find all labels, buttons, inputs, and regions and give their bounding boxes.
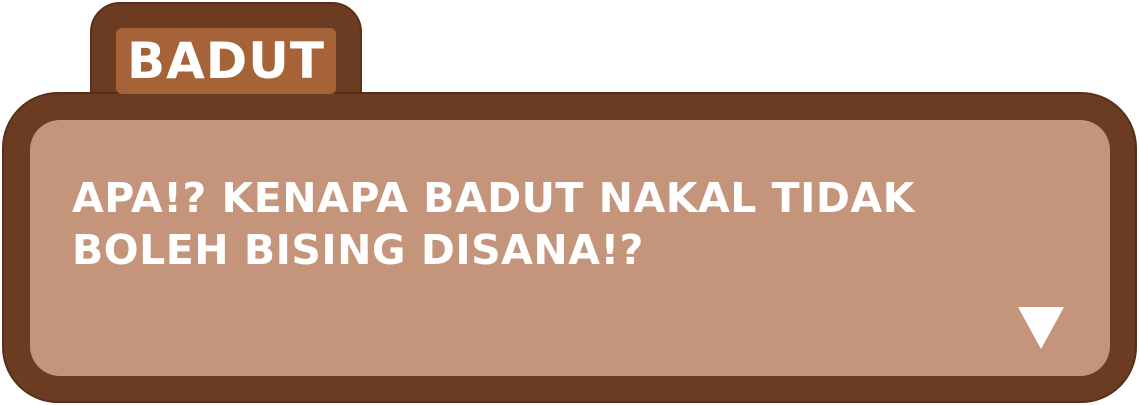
dialog-message-line: BOLEH BISING DISANA!? (72, 226, 644, 274)
dialog-message (72, 172, 972, 276)
triangle-down-icon[interactable] (1018, 307, 1064, 349)
dialog-message-line: APA!? KENAPA BADUT NAKAL TIDAK (72, 174, 915, 222)
speaker-name: BADUT (126, 32, 326, 90)
